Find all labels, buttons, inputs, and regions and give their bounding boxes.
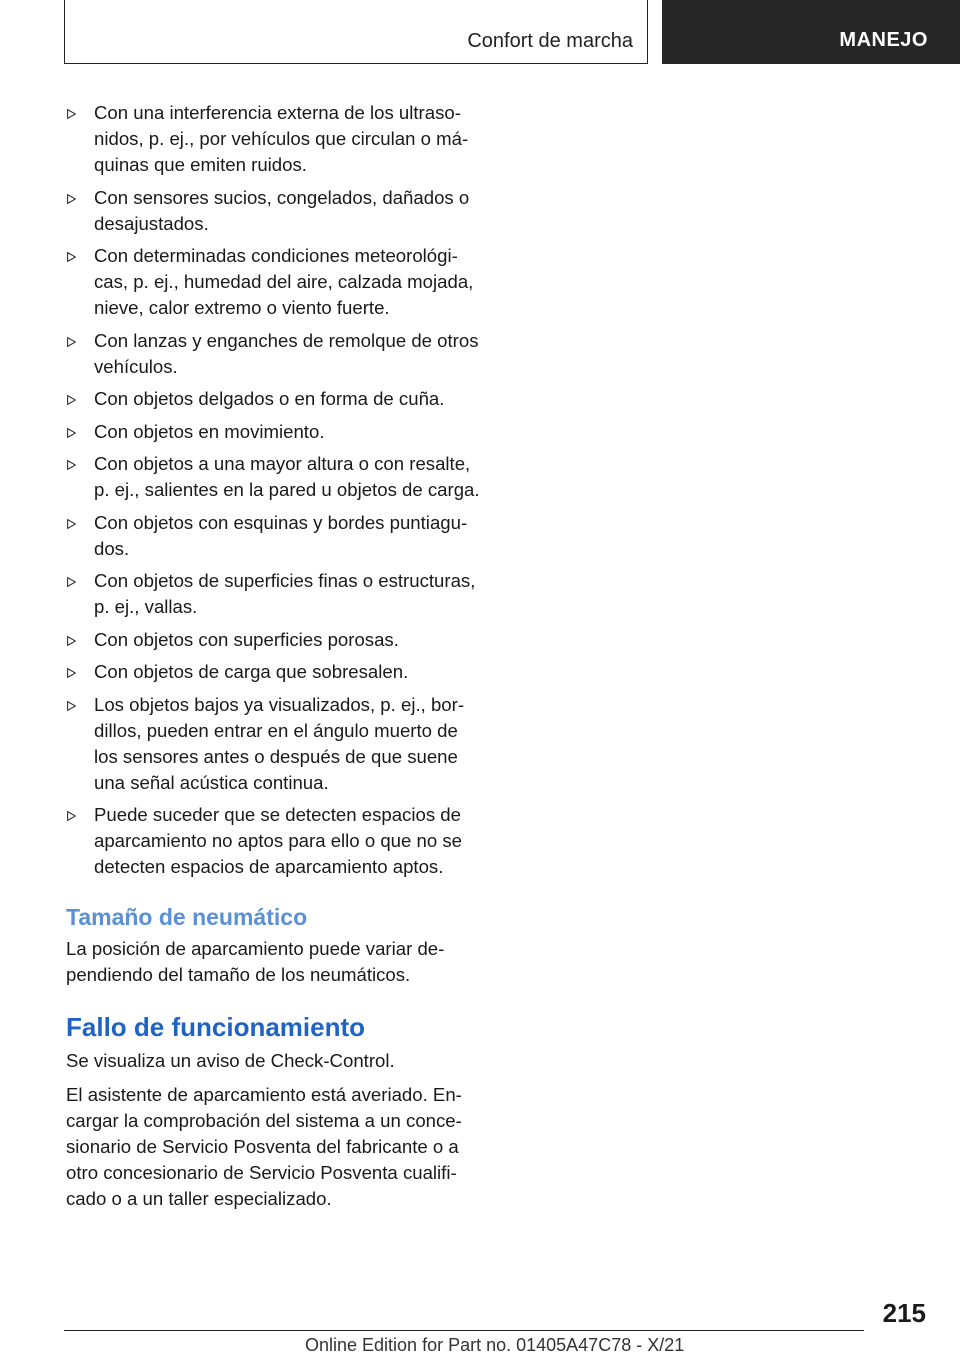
list-item — [66, 692, 482, 796]
footer-edition: Online Edition for Part no. 01405A47C78 - X/21 — [305, 1335, 685, 1355]
list-item-text: Los objetos bajos ya visualizados, p. ej., bordillos, pueden entrar en el ángulo muerto de los sensores antes o después de que suene una señal acústica continua. — [94, 693, 465, 793]
list-item-text: Con objetos con esquinas y bordes puntiagudos. — [94, 511, 468, 559]
list-item — [66, 100, 482, 178]
tire-size-text: La posición de aparcamiento puede variar dependiendo del tamaño de los neumáticos. — [66, 938, 445, 985]
triangle-bullet-icon — [67, 428, 76, 438]
list-item-text: Con objetos en movimiento. — [94, 420, 325, 442]
header-section-title: Confort de marcha — [467, 30, 633, 52]
tire-size-heading: Tamaño de neumático — [66, 904, 308, 930]
triangle-bullet-icon — [67, 252, 76, 262]
list-item — [66, 243, 482, 321]
page-content — [66, 100, 482, 1220]
list-item — [66, 386, 482, 412]
page-number: 215 — [882, 1298, 926, 1328]
list-item — [66, 659, 482, 685]
list-item — [66, 451, 482, 503]
triangle-bullet-icon — [67, 337, 76, 347]
header-section-box — [64, 0, 648, 64]
triangle-bullet-icon — [67, 668, 76, 678]
list-item — [66, 328, 482, 380]
triangle-bullet-icon — [67, 701, 76, 711]
header-chapter-title: MANEJO — [839, 29, 928, 51]
list-item-text: Puede suceder que se detecten espacios de aparcamiento no aptos para ello o que no se detecten espacios de aparcamiento aptos. — [94, 804, 462, 877]
triangle-bullet-icon — [67, 577, 76, 587]
triangle-bullet-icon — [67, 811, 76, 821]
header-chapter-tab — [662, 0, 960, 64]
list-item-text: Con determinadas condiciones meteorológicas, p. ej., humedad del aire, calzada mojada, nieve, calor extremo o viento fuerte. — [94, 245, 474, 318]
list-item-text: Con objetos con superficies porosas. — [94, 628, 399, 650]
list-item — [66, 510, 482, 562]
triangle-bullet-icon — [67, 109, 76, 119]
list-item — [66, 568, 482, 620]
list-item — [66, 802, 482, 880]
triangle-bullet-icon — [67, 194, 76, 204]
list-item-text: Con objetos de superficies finas o estructuras, p. ej., vallas. — [94, 570, 476, 617]
list-item-text: Con una interferencia externa de los ultrasonidos, p. ej., por vehículos que circulan o máquinas que emiten ruidos. — [94, 102, 469, 175]
list-item-text: Con sensores sucios, congelados, dañados o desajustados. — [94, 186, 470, 234]
list-item — [66, 185, 482, 237]
footer-divider — [64, 1330, 864, 1331]
triangle-bullet-icon — [67, 395, 76, 405]
list-item — [66, 627, 482, 653]
triangle-bullet-icon — [67, 519, 76, 529]
list-item-text: Con objetos de carga que sobresalen. — [94, 661, 409, 682]
limitations-list — [66, 100, 482, 880]
malfunction-heading: Fallo de funcionamiento — [66, 1012, 366, 1042]
malfunction-paragraph: Se visualiza un aviso de Check-Control. — [66, 1050, 395, 1071]
malfunction-paragraph: El asistente de aparcamiento está averiado. Encargar la comprobación del sistema a un concesionario de Servicio Posventa del fabricante o a otro concesionario de Servicio Posventa cualificado o a un taller especializado. — [66, 1084, 462, 1209]
list-item-text: Con objetos delgados o en forma de cuña. — [94, 388, 445, 409]
list-item — [66, 419, 482, 445]
list-item-text: Con objetos a una mayor altura o con resalte, p. ej., salientes en la pared u objetos de carga. — [94, 453, 480, 500]
list-item-text: Con lanzas y enganches de remolque de otros vehículos. — [94, 329, 479, 377]
triangle-bullet-icon — [67, 460, 76, 470]
triangle-bullet-icon — [67, 636, 76, 646]
